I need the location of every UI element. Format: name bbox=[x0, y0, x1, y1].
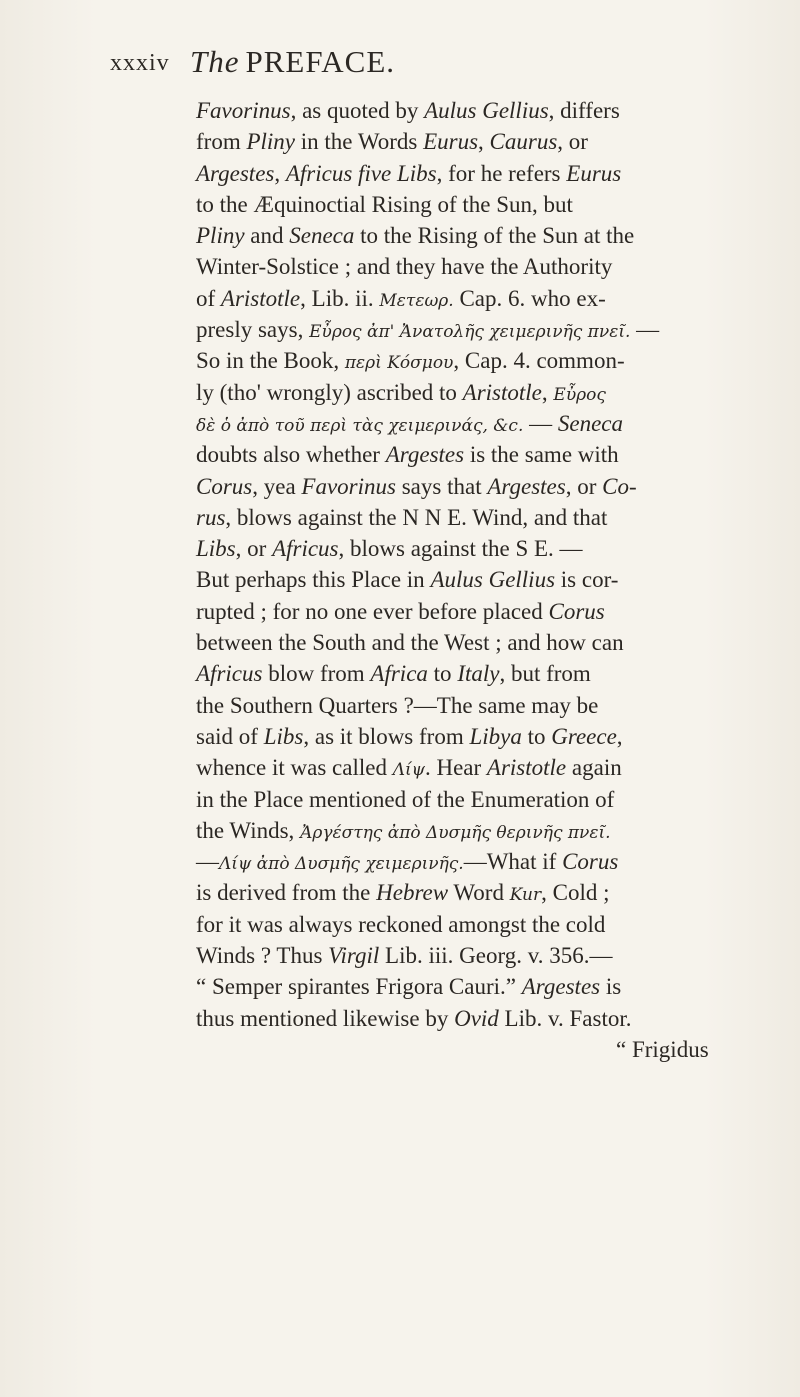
greek-text: δὲ ὁ ἀπὸ τοῦ περὶ τὰς χειμερινάς, &c. bbox=[196, 415, 524, 436]
italic-text: Italy bbox=[457, 661, 500, 687]
italic-text: Ovid bbox=[454, 1005, 499, 1031]
italic-text: Seneca bbox=[557, 410, 623, 436]
italic-text: Argestes bbox=[385, 442, 465, 468]
text-line bbox=[196, 502, 790, 533]
text-line bbox=[196, 189, 790, 220]
text-line bbox=[196, 971, 790, 1002]
italic-text: Pliny bbox=[246, 129, 296, 155]
text-line bbox=[196, 596, 790, 627]
greek-text: Λίψ bbox=[392, 760, 425, 781]
italic-text: Aristotle bbox=[486, 755, 567, 781]
roman-text: for it was always reckoned amongst the cold bbox=[196, 911, 606, 937]
roman-text: , as it blows from bbox=[303, 723, 470, 749]
roman-text: Lib. v. Fastor. bbox=[498, 1005, 632, 1031]
greek-text: περὶ Κόσμου bbox=[344, 353, 454, 374]
roman-text: is derived from the bbox=[196, 880, 377, 906]
italic-text: Aulus Gellius bbox=[424, 98, 549, 123]
text-line bbox=[196, 1003, 790, 1034]
italic-text: Virgil bbox=[328, 943, 380, 969]
roman-text: from bbox=[196, 129, 247, 155]
text-line bbox=[196, 158, 790, 189]
roman-text: the Southern Quarters ?—The same may be bbox=[196, 692, 599, 718]
roman-text: said of bbox=[196, 723, 264, 749]
italic-text: Africus bbox=[272, 536, 339, 562]
italic-text: Africus five Libs bbox=[285, 160, 437, 186]
text-line bbox=[196, 721, 790, 752]
roman-text: Word bbox=[448, 880, 510, 906]
italic-text: Corus bbox=[548, 598, 605, 624]
text-line bbox=[196, 564, 790, 595]
body-text bbox=[196, 95, 790, 1065]
roman-text: , blows against the S E. — bbox=[338, 536, 583, 562]
roman-text: thus mentioned likewise by bbox=[196, 1005, 455, 1031]
italic-text: Hebrew bbox=[376, 880, 449, 906]
text-line bbox=[196, 251, 790, 282]
italic-text: Argestes bbox=[521, 974, 601, 1000]
roman-text: to the Rising of the Sun at the bbox=[354, 223, 635, 249]
text-line bbox=[196, 815, 790, 846]
italic-text: Eurus bbox=[566, 160, 622, 186]
text-line bbox=[196, 627, 790, 658]
greek-text: Εὖρος ἀπ' Ἀνατολῆς χειμερινῆς πνεῖ. bbox=[309, 322, 631, 343]
roman-text: , bbox=[478, 129, 490, 155]
running-head-title: PREFACE. bbox=[245, 44, 396, 79]
roman-text: blow from bbox=[262, 661, 371, 687]
roman-text: whence it was called bbox=[196, 755, 393, 781]
running-head bbox=[190, 44, 395, 80]
roman-text: —What if bbox=[463, 849, 563, 875]
text-line bbox=[196, 1034, 790, 1065]
italic-text: Caurus bbox=[489, 129, 558, 155]
page-header bbox=[110, 44, 750, 84]
roman-text: , Lib. ii. bbox=[300, 285, 380, 311]
roman-text: , bbox=[616, 723, 623, 749]
roman-text: of bbox=[196, 285, 221, 311]
roman-text: , yea bbox=[252, 473, 302, 499]
italic-text: Eurus bbox=[423, 129, 479, 155]
greek-text: Ἀργέστης ἀπὸ Δυσμῆς θερινῆς πνεῖ. bbox=[300, 822, 611, 843]
roman-text: is the same with bbox=[464, 442, 619, 468]
roman-text: and bbox=[244, 223, 290, 249]
italic-text: Aristotle bbox=[220, 285, 301, 311]
roman-text: — bbox=[196, 849, 219, 875]
roman-text: doubts also whether bbox=[196, 442, 386, 468]
roman-text: But perhaps this Place in bbox=[196, 567, 431, 593]
greek-text: Kur bbox=[509, 885, 542, 906]
italic-text: Pliny bbox=[196, 223, 245, 249]
text-line bbox=[196, 126, 790, 157]
text-line bbox=[196, 95, 790, 126]
roman-text: , blows against the N N E. Wind, and that bbox=[225, 504, 608, 530]
roman-text: rupted ; for no one ever before placed bbox=[196, 598, 549, 624]
italic-text: Libs bbox=[196, 536, 236, 562]
italic-text: Corus bbox=[196, 473, 253, 499]
text-line bbox=[196, 690, 790, 721]
italic-text: Argestes bbox=[196, 160, 275, 186]
roman-text: in the Place mentioned of the Enumeration of bbox=[196, 786, 615, 812]
roman-text: Winter-Solstice ; and they have the Authority bbox=[196, 254, 613, 280]
roman-text: Lib. iii. Georg. v. 356.— bbox=[379, 943, 613, 969]
text-line bbox=[196, 377, 790, 408]
text-line bbox=[196, 439, 790, 470]
italic-text: Aulus Gellius bbox=[430, 567, 556, 593]
roman-text: to the Æquinoctial Rising of the Sun, but bbox=[196, 191, 573, 217]
text-line bbox=[196, 283, 790, 314]
roman-text: , as quoted by bbox=[290, 98, 425, 123]
roman-text: again bbox=[566, 755, 622, 781]
italic-text: Favorinus bbox=[196, 98, 291, 123]
roman-text: Cap. 6. who ex- bbox=[453, 285, 606, 311]
roman-text: , differs bbox=[548, 98, 620, 123]
roman-text: presly says, bbox=[196, 317, 310, 343]
roman-text: “ Semper spirantes Frigora Cauri.” bbox=[196, 974, 522, 1000]
roman-text: — bbox=[630, 317, 660, 343]
greek-text: Εὖρος bbox=[553, 384, 606, 405]
italic-text: Greece bbox=[551, 723, 617, 749]
italic-text: Libs bbox=[263, 723, 304, 749]
roman-text: ly (tho' wrongly) ascribed to bbox=[196, 379, 463, 405]
text-line bbox=[196, 877, 790, 908]
text-line bbox=[196, 658, 790, 689]
roman-text: , but from bbox=[499, 661, 591, 687]
roman-text: between the South and the West ; and how can bbox=[196, 630, 624, 656]
text-line bbox=[196, 471, 790, 502]
roman-text: says that bbox=[395, 473, 488, 499]
roman-text: , bbox=[274, 160, 286, 186]
text-line bbox=[196, 846, 790, 877]
roman-text: . Hear bbox=[424, 755, 487, 781]
italic-text: Co- bbox=[602, 473, 637, 499]
italic-text: rus bbox=[196, 504, 226, 530]
roman-text: , or bbox=[565, 473, 603, 499]
roman-text: to bbox=[427, 661, 458, 687]
italic-text: Africus bbox=[196, 661, 263, 687]
roman-text: — bbox=[523, 410, 558, 436]
italic-text: Aristotle bbox=[462, 379, 542, 405]
page-number: xxxiv bbox=[110, 50, 170, 76]
text-line bbox=[196, 345, 790, 376]
text-line bbox=[196, 408, 790, 439]
roman-text: to bbox=[521, 723, 552, 749]
text-line bbox=[196, 533, 790, 564]
text-line bbox=[196, 940, 790, 971]
italic-text: Africa bbox=[370, 661, 428, 687]
text-line bbox=[196, 784, 790, 815]
text-line bbox=[196, 220, 790, 251]
italic-text: Corus bbox=[562, 849, 619, 875]
text-line bbox=[196, 314, 790, 345]
roman-text: , or bbox=[235, 536, 273, 562]
roman-text: , for he refers bbox=[436, 160, 567, 186]
roman-text: “ Frigidus bbox=[616, 1036, 709, 1062]
italic-text: Argestes bbox=[487, 473, 566, 499]
text-line bbox=[196, 752, 790, 783]
italic-text: Seneca bbox=[289, 223, 355, 249]
roman-text: Winds ? Thus bbox=[196, 943, 329, 969]
roman-text: , or bbox=[557, 129, 588, 155]
running-head-the: The bbox=[190, 44, 240, 79]
greek-text: Λίψ ἀπὸ Δυσμῆς χειμερινῆς. bbox=[219, 854, 464, 875]
roman-text: the Winds, bbox=[196, 817, 301, 843]
roman-text: in the Words bbox=[295, 129, 424, 155]
greek-text: Μετεωρ. bbox=[379, 290, 454, 311]
italic-text: Favorinus bbox=[301, 473, 396, 499]
roman-text: , Cold ; bbox=[541, 880, 610, 906]
italic-text: Libya bbox=[469, 723, 522, 749]
roman-text: , Cap. 4. common- bbox=[453, 348, 625, 374]
roman-text: is bbox=[600, 974, 622, 1000]
text-line bbox=[196, 909, 790, 940]
roman-text: So in the Book, bbox=[196, 348, 345, 374]
roman-text: , bbox=[541, 379, 554, 405]
roman-text: is cor- bbox=[555, 567, 619, 593]
